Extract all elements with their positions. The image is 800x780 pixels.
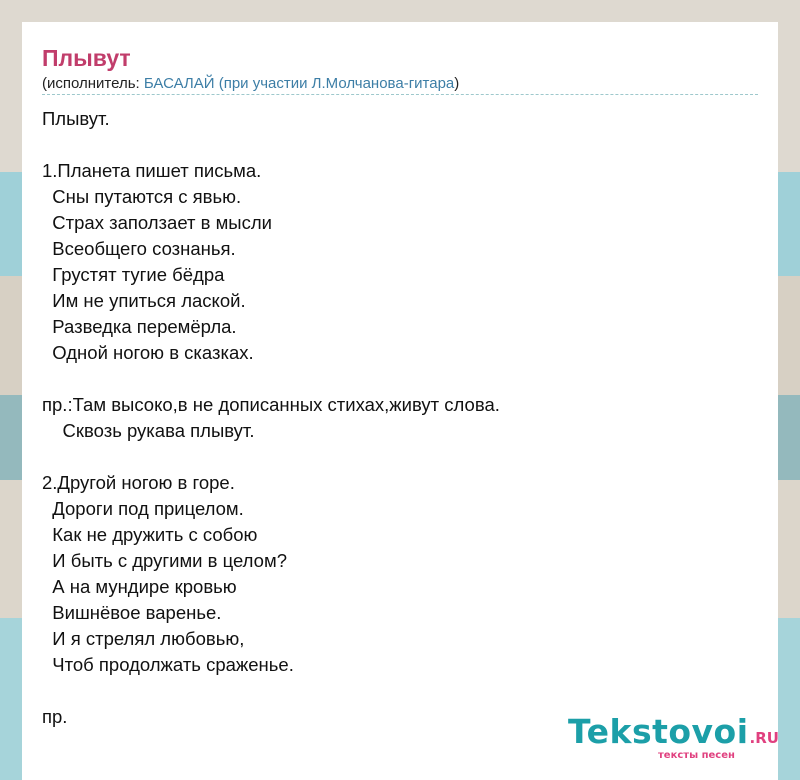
lyrics-text: Плывут. 1.Планета пишет письма. Сны путаются с явью. Страх заползает в мысли Всеобщего сознанья. Грустят тугие бёдра Им не упиться лаской. Разведка перемёрла. Одной ногою в сказках. пр.:Там высоко,в не дописанных стихах,живут слова. Сквозь рукава плывут. 2.Другой ногою в горе. Дороги под прицелом. Как не дружить с собою И быть с другими в целом? А на мундире кровью Вишнёвое варенье. И я стрелял любовью, Чтоб продолжать сраженье. пр.	[42, 108, 500, 727]
performer-prefix: (исполнитель:	[42, 75, 144, 92]
song-title: Плывут	[42, 45, 131, 71]
performer-suffix: )	[454, 75, 460, 92]
logo-name: Tekstovoi	[568, 712, 749, 751]
site-logo[interactable]	[568, 712, 778, 774]
logo-tld: .RU	[749, 729, 779, 747]
performer-line	[42, 75, 459, 93]
performer-link[interactable]: БАСАЛАЙ (при участии Л.Молчанова-гитара	[143, 75, 455, 92]
lyrics-card	[22, 22, 778, 780]
divider	[42, 94, 758, 95]
logo-tagline: тексты песен	[658, 750, 735, 761]
